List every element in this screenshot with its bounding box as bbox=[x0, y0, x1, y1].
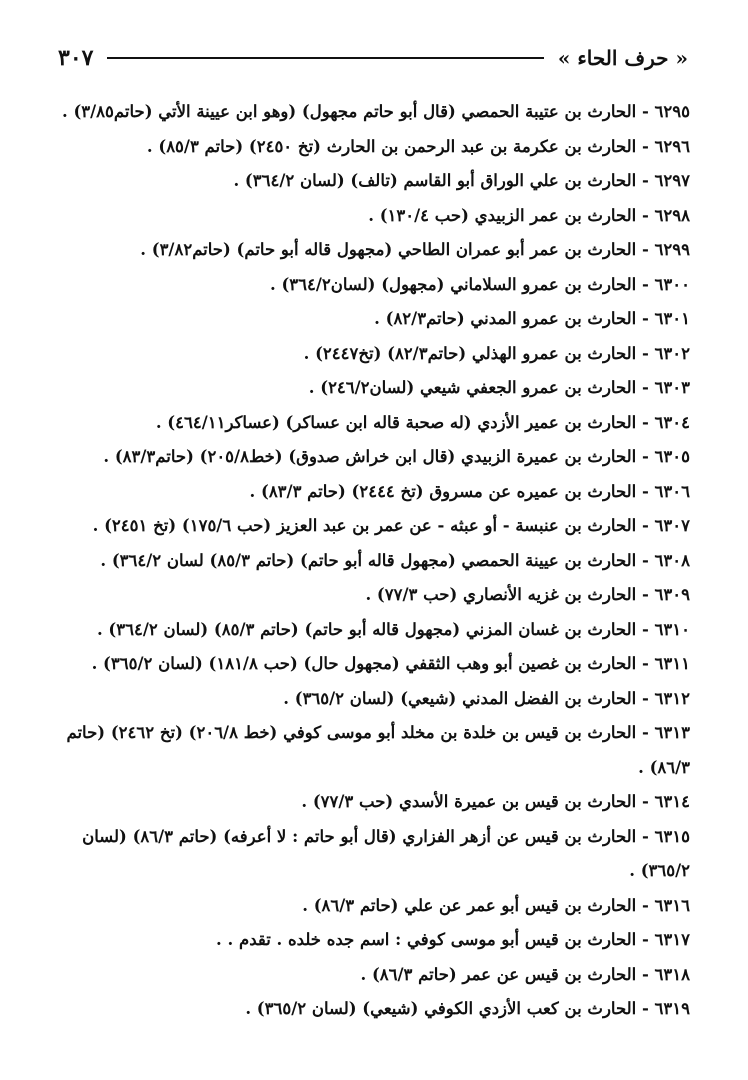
list-item: ٦٢٩٥ - الحارث بن عتيبة الحمصي (قال أبو حاتم مجهول) (وهو ابن عيينة الأتي (حاتم٣/٨٥) . bbox=[61, 102, 690, 121]
list-item: ٦٢٩٦ - الحارث بن عكرمة بن عبد الرحمن بن الحارث (تخ ٢٤٥٠) (حاتم ٨٥/٣) . bbox=[146, 136, 690, 156]
list-item: ٦٢٩٩ - الحارث بن عمر أبو عمران الطاحي (مجهول قاله أبو حاتم) (حاتم٣/٨٢) . bbox=[140, 240, 690, 259]
list-item: ٦٣١٠ - الحارث بن غسان المزني (مجهول قاله أبو حاتم) (حاتم ٨٥/٣) (لسان ٣٦٤/٢) . bbox=[96, 619, 690, 639]
list-item: ٦٣٠٠ - الحارث بن عمرو السلاماني (مجهول) (لسان٣٦٤/٢) . bbox=[270, 274, 690, 294]
list-item: ٦٣٠١ - الحارث بن عمرو المدني (حاتم٨٢/٣) . bbox=[374, 309, 690, 328]
list-item: ٦٣٠٥ - الحارث بن عميرة الزبيدي (قال ابن خراش صدوق) (خط٢٠٥/٨) (حاتم٨٣/٣) . bbox=[103, 447, 690, 466]
list-item: ٦٣٠٤ - الحارث بن عمير الأزدي (له صحبة قاله ابن عساكر) (عساكر٤٦٤/١١) . bbox=[155, 412, 690, 432]
page-header bbox=[58, 38, 688, 78]
list-item: ٦٣١١ - الحارث بن غصين أبو وهب الثقفي (مجهول حال) (حب ١٨١/٨) (لسان ٣٦٥/٢) . bbox=[91, 654, 690, 673]
list-item: ٦٣٠٧ - الحارث بن عنبسة - أو عبثه - عن عمر بن عبد العزيز (حب ١٧٥/٦) (تخ ٢٤٥١) . bbox=[92, 516, 690, 535]
list-item: ٦٣١٥ - الحارث بن قيس عن أزهر الفزاري (قال أبو حاتم : لا أعرفه) (حاتم ٨٦/٣) (لسان ٣٦٥/٢) . bbox=[82, 826, 690, 880]
list-item: ٦٣١٣ - الحارث بن قيس بن خلدة بن مخلد أبو موسى كوفي (خط ٢٠٦/٨) (تخ ٢٤٦٢) (حاتم ٨٦/٣) . bbox=[66, 723, 690, 777]
list-item: ٦٢٩٨ - الحارث بن عمر الزبيدي (حب ١٣٠/٤) . bbox=[368, 205, 690, 225]
page-number: ٣٠٧ bbox=[58, 45, 94, 71]
list-item: ٦٣١٩ - الحارث بن كعب الأزدي الكوفي (شيعي) (لسان ٣٦٥/٢) . bbox=[245, 999, 690, 1018]
list-item: ٦٣١٦ - الحارث بن قيس أبو عمر عن علي (حاتم ٨٦/٣) . bbox=[302, 895, 690, 915]
entry-list bbox=[58, 95, 690, 1027]
list-item: ٦٣٠٣ - الحارث بن عمرو الجعفي شيعي (لسان٢٤٦/٢) . bbox=[308, 378, 690, 397]
list-item: ٦٣١٧ - الحارث بن قيس أبو موسى كوفي : اسم جده خلده . تقدم . . bbox=[216, 930, 690, 949]
list-item: ٦٣٠٢ - الحارث بن عمرو الهذلي (حاتم٨٢/٣) (تخ٢٤٤٧) . bbox=[303, 343, 690, 363]
header-rule bbox=[107, 57, 543, 59]
list-item: ٦٣١٤ - الحارث بن قيس بن عميرة الأسدي (حب ٧٧/٣) . bbox=[301, 792, 690, 811]
list-item: ٦٣٠٩ - الحارث بن غزيه الأنصاري (حب ٧٧/٣) . bbox=[365, 585, 690, 604]
chapter-title: « حرف الحاء » bbox=[557, 46, 688, 70]
list-item: ٦٣٠٦ - الحارث بن عميره عن مسروق (تخ ٢٤٤٤) (حاتم ٨٣/٣) . bbox=[249, 481, 690, 501]
list-item: ٦٣٠٨ - الحارث بن عيينة الحمصي (مجهول قاله أبو حاتم) (حاتم ٨٥/٣) لسان ٣٦٤/٢) . bbox=[100, 550, 690, 570]
list-item: ٦٢٩٧ - الحارث بن علي الوراق أبو القاسم (تالف) (لسان ٣٦٤/٢) . bbox=[233, 171, 690, 190]
list-item: ٦٣١٢ - الحارث بن الفضل المدني (شيعي) (لسان ٣٦٥/٢) . bbox=[283, 688, 690, 708]
list-item: ٦٣١٨ - الحارث بن قيس عن عمر (حاتم ٨٦/٣) . bbox=[360, 964, 690, 984]
